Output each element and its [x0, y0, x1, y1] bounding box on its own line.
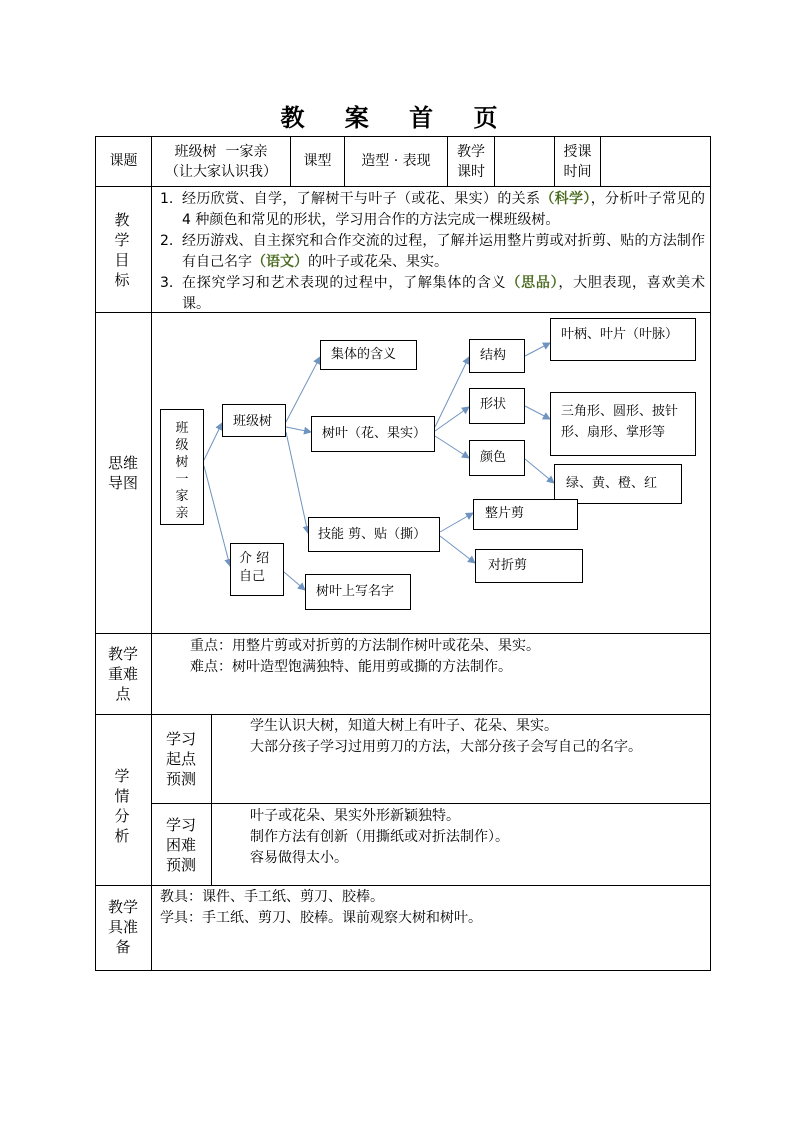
time-label-line1: 授课: [563, 144, 592, 160]
mindmap-class-tree: 班级树: [222, 404, 286, 437]
edge-classtree-meaning: [286, 357, 320, 422]
edge-skill-fold: [440, 536, 475, 563]
edge-shape-list: [525, 406, 550, 419]
type-value: 造型 · 表现: [361, 153, 431, 169]
tools-student: 学具：手工纸、剪刀、胶棒。课前观察大树和树叶。: [160, 910, 482, 926]
topic-value-line1: 班级树 一家亲: [174, 144, 268, 160]
mindmap-leaf: 树叶（花、果实）: [311, 416, 435, 452]
mindmap-color: 颜色: [469, 440, 525, 476]
edge-color-list: [525, 459, 554, 483]
difficulty-line-1: 叶子或花朵、果实外形新颖独特。: [250, 808, 460, 824]
mindmap-shape: 形状: [469, 388, 525, 424]
mindmap-root: 班级树 一家亲: [160, 409, 204, 525]
mindmap-intro: 介 绍 自己: [230, 543, 284, 596]
analysis-label: 学情分析: [114, 767, 130, 845]
keypoint-focus: 重点：用整片剪或对折剪的方法制作树叶或花朵、果实。: [190, 638, 540, 654]
edge-intro-name: [284, 572, 305, 590]
edge-root-intro: [204, 466, 230, 566]
keypoint-difficulty: 难点：树叶造型饱满独特、能用剪或撕的方法制作。: [190, 659, 512, 675]
edge-leaf-structure: [435, 357, 469, 427]
edge-structure-petiole: [525, 343, 550, 356]
mindmap-meaning: 集体的含义: [320, 340, 417, 370]
edge-leaf-color: [435, 436, 469, 458]
tools-teacher: 教具：课件、手工纸、剪刀、胶棒。: [160, 889, 384, 905]
mindmap-structure: 结构: [469, 339, 525, 373]
difficulty-line-2: 制作方法有创新（用撕纸或对折法制作）。: [250, 829, 509, 845]
objective-item-2: 2. 经历游戏、自主探究和合作交流的过程，了解并运用整片剪或对折剪、贴的方法制作有自己名字（语文）的叶子或花朵、果实。: [160, 233, 705, 270]
tools-label: 教学具准备: [107, 898, 138, 956]
mindmap-skill: 技能 剪、贴（撕）: [308, 517, 440, 552]
mindmap-name-on-leaf: 树叶上写名字: [305, 574, 411, 610]
edge-root-classtree: [204, 423, 222, 460]
objective-item-1: 1. 经历欣赏、自学，了解树干与叶子（或花、果实）的关系（科学），分析叶子常见的 4 种颜色和常见的形状，学习用合作的方法完成一棵班级树。: [160, 191, 706, 228]
topic-label: 课题: [109, 153, 138, 169]
edge-classtree-leaf: [286, 427, 311, 432]
mindmap-whole-cut: 整片剪: [473, 499, 578, 530]
mindmap-label: 思维导图: [107, 454, 138, 492]
edge-skill-whole: [440, 513, 473, 532]
mindmap-fold-cut: 对折剪: [475, 549, 583, 583]
keypoints-label: 教学重难点: [107, 645, 138, 703]
type-label: 课型: [303, 153, 332, 169]
page-title: 教 案 首 页: [280, 103, 514, 132]
mindmap-petiole: 叶柄、叶片（叶脉）: [550, 318, 696, 361]
edge-leaf-shape: [435, 407, 469, 431]
objective-item-3: 3. 在探究学习和艺术表现的过程中，了解集体的含义（思品），大胆表现，喜欢美术课。: [160, 275, 706, 312]
hours-label-line2: 课时: [457, 164, 485, 180]
difficulty-label: 学习困难预测: [165, 816, 196, 874]
time-label-line2: 时间: [563, 164, 592, 180]
edge-classtree-skill: [286, 432, 308, 533]
start-label: 学习起点预测: [165, 730, 196, 788]
start-line-2: 大部分孩子学习过用剪刀的方法，大部分孩子会写自己的名字。: [250, 739, 642, 755]
mindmap-shapes-list: 三角形、圆形、披针形、扇形、掌形等: [550, 392, 696, 456]
mindmap-colors-list: 绿、黄、橙、红: [554, 464, 682, 504]
topic-value-line2: （让大家认识我）: [165, 164, 277, 180]
start-line-1: 学生认识大树，知道大树上有叶子、花朵、果实。: [250, 718, 558, 734]
difficulty-line-3: 容易做得太小。: [250, 850, 348, 866]
hours-label-line1: 教学: [457, 144, 485, 160]
objectives-label: 教学目标: [114, 211, 130, 289]
